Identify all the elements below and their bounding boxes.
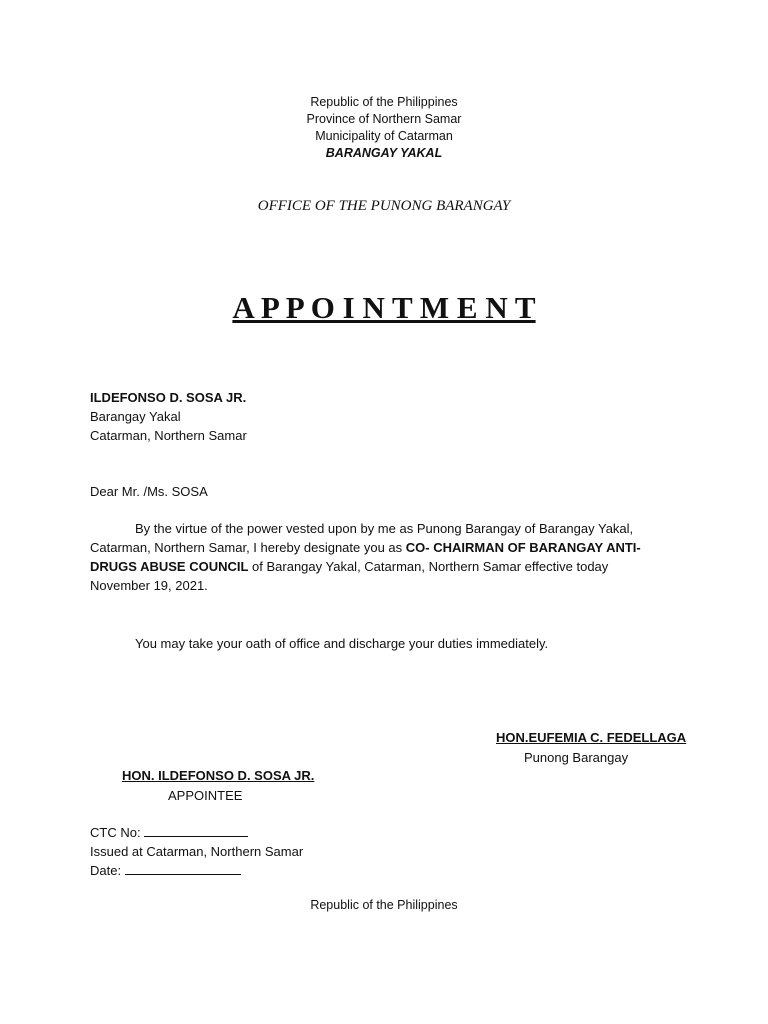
issued-at: Issued at Catarman, Northern Samar bbox=[90, 844, 304, 859]
letterhead-republic: Republic of the Philippines bbox=[310, 95, 458, 109]
letterhead-province: Province of Northern Samar bbox=[306, 112, 462, 126]
designated-position: CO- CHAIRMAN OF BARANGAY ANTI-DRUGS ABUSE COUNCIL bbox=[90, 540, 641, 574]
office-heading: OFFICE OF THE PUNONG BARANGAY bbox=[257, 198, 511, 214]
signatory-name: HON.EUFEMIA C. FEDELLAGA bbox=[496, 730, 687, 745]
body-text-part2: of Barangay Yakal, Catarman, Northern Samar effective today November 19, 2021. bbox=[90, 559, 609, 593]
letterhead-barangay: BARANGAY YAKAL bbox=[325, 146, 443, 160]
ctc-number-line bbox=[90, 823, 248, 842]
document-title-text: A P P O I N T M E N T bbox=[232, 290, 536, 325]
document-title bbox=[0, 290, 768, 326]
date-line bbox=[90, 861, 241, 880]
letterhead-municipality: Municipality of Catarman bbox=[315, 129, 453, 143]
date-blank[interactable] bbox=[125, 862, 241, 875]
addressee-address-line1: Barangay Yakal bbox=[90, 409, 181, 424]
next-page-letterhead: Republic of the Philippines bbox=[310, 898, 458, 912]
oath-paragraph: You may take your oath of office and discharge your duties immediately. bbox=[135, 636, 549, 651]
body-paragraph bbox=[90, 519, 668, 595]
date-label: Date: bbox=[90, 863, 122, 878]
appointee-name: HON. ILDEFONSO D. SOSA JR. bbox=[122, 768, 315, 783]
signatory-title: Punong Barangay bbox=[524, 750, 629, 765]
appointee-title: APPOINTEE bbox=[168, 788, 243, 803]
addressee-name: ILDEFONSO D. SOSA JR. bbox=[90, 390, 247, 405]
ctc-label: CTC No: bbox=[90, 825, 141, 840]
body-text-part1: By the virtue of the power vested upon by me as Punong Barangay of Barangay Yakal, Catarman, Northern Samar, I hereby designate you as bbox=[90, 521, 634, 555]
ctc-number-blank[interactable] bbox=[144, 824, 248, 837]
addressee-address-line2: Catarman, Northern Samar bbox=[90, 428, 247, 443]
addressee-block bbox=[90, 388, 247, 445]
letterhead bbox=[0, 94, 768, 162]
salutation: Dear Mr. /Ms. SOSA bbox=[90, 484, 208, 499]
